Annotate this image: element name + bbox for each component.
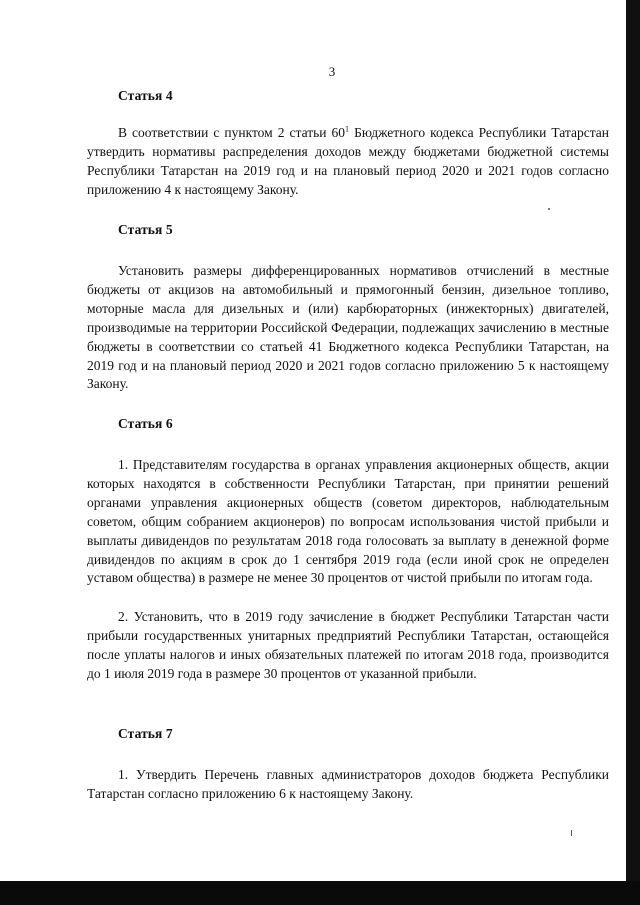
article-4-text <box>87 124 609 200</box>
article-7-paragraph-1: 1. Утвердить Перечень главных администраторов доходов бюджета Республики Татарстан согласно приложению 6 к настоящему Закону. <box>87 767 609 801</box>
scan-edge-bottom <box>0 881 640 905</box>
article-4-superscript: 1 <box>345 124 350 134</box>
article-6-heading: Статья 6 <box>118 416 173 431</box>
scan-speck <box>548 208 550 210</box>
article-4-heading: Статья 4 <box>118 88 173 103</box>
article-7-heading: Статья 7 <box>118 726 173 741</box>
article-5-text: Установить размеры дифференцированных нормативов отчислений в местные бюджеты от акцизов на автомобильный и прямогонный бензин, дизельное топливо, моторные масла для дизельных и (или) карбюраторных (инжекторных) двигателей, производимые на территории Российской Федерации, подлежащих зачислению в местные бюджеты в соответствии со статьей 41 Бюджетного кодекса Республики Татарстан, на 2019 год и на плановый период 2020 и 2021 годов согласно приложению 5 к настоящему Закону. <box>87 263 609 392</box>
scan-edge-right <box>626 0 640 905</box>
page-number: 3 <box>328 64 336 79</box>
scan-speck <box>571 830 572 836</box>
article-5-heading: Статья 5 <box>118 222 173 237</box>
article-4-text-start: В соответствии с пунктом 2 статьи 60 <box>118 125 346 140</box>
article-6-paragraph-2: 2. Установить, что в 2019 году зачисление в бюджет Республики Татарстан части прибыли государственных унитарных предприятий Республики Татарстан, остающейся после уплаты налогов и иных обязательных платежей по итогам 2018 года, производится до 1 июля 2019 года в размере 30 процентов от указанной прибыли. <box>87 609 609 681</box>
article-6-paragraph-1: 1. Представителям государства в органах управления акционерных обществ, акции которых находятся в собственности Республики Татарстан, при принятии решений органами управления акционерных обществ (советом директоров, наблюдательным советом, общим собранием акционеров) по вопросам использования чистой прибыли и выплаты дивидендов по результатам 2018 года голосовать за выплату в денежной форме дивидендов по акциям в срок до 1 сентября 2019 года (если иной срок не определен уставом общества) в размере не менее 30 процентов от чистой прибыли по итогам года. <box>87 457 609 586</box>
article-4-text-end: Бюджетного кодекса Республики Татарстан утвердить нормативы распределения доходов между бюджетами бюджетной системы Республики Татарстан на 2019 год и на плановый период 2020 и 2021 годов согласно приложению 4 к настоящему Закону. <box>87 125 609 197</box>
